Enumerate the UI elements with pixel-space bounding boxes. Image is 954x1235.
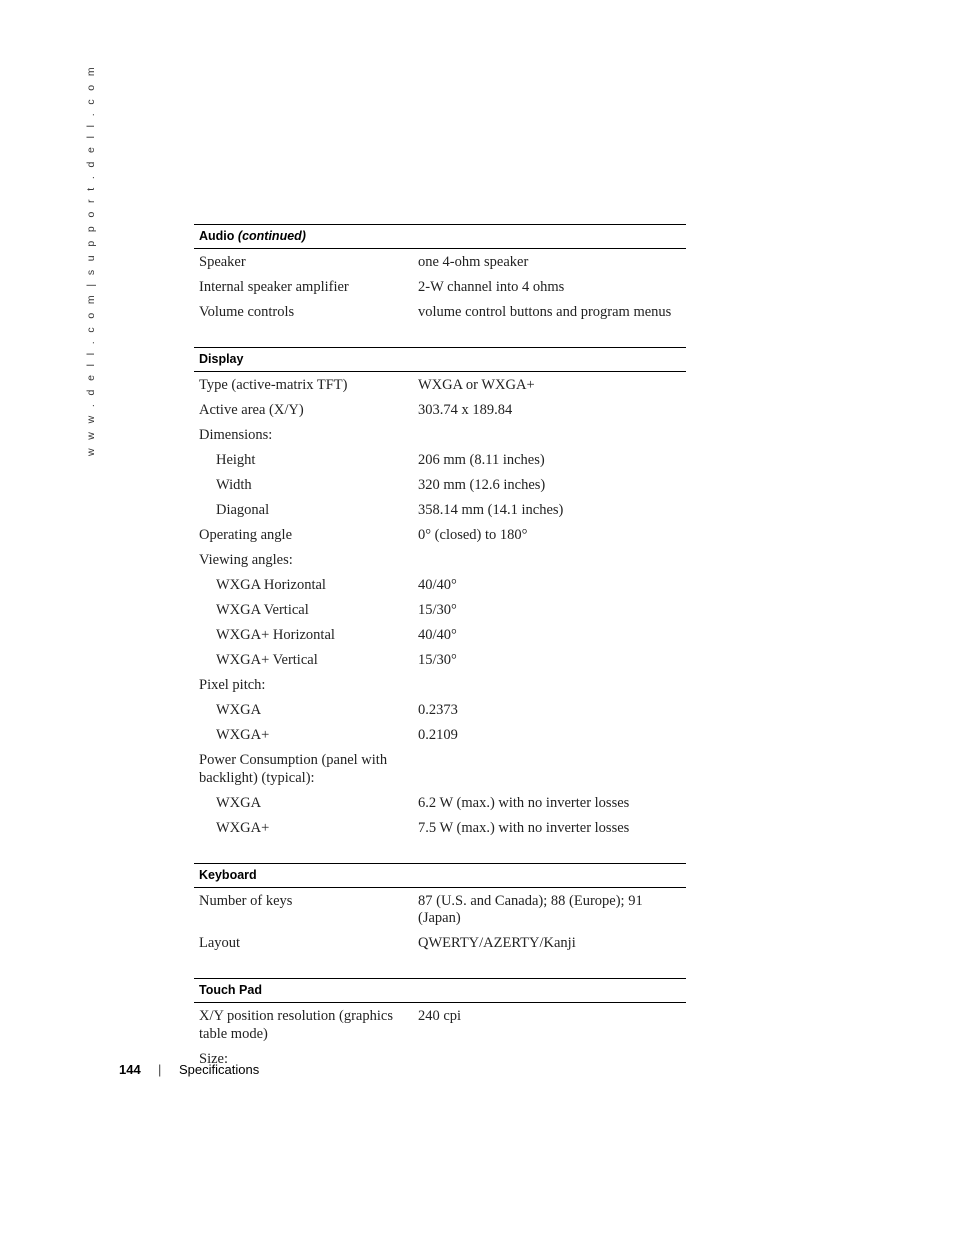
footer-section-title: Specifications bbox=[179, 1062, 260, 1077]
row-value: 87 (U.S. and Canada); 88 (Europe); 91 (Japan) bbox=[418, 892, 643, 926]
keyboard-section bbox=[194, 863, 686, 957]
page-number: 144 bbox=[119, 1062, 141, 1077]
row-value: 320 mm (12.6 inches) bbox=[418, 477, 546, 493]
row-label: Pixel pitch: bbox=[199, 677, 266, 693]
spec-row bbox=[194, 748, 686, 791]
spec-row bbox=[194, 723, 686, 748]
row-value: 0.2109 bbox=[418, 727, 458, 743]
row-value: 206 mm (8.11 inches) bbox=[418, 452, 545, 468]
spec-row bbox=[194, 373, 686, 398]
row-label: WXGA Horizontal bbox=[216, 577, 326, 593]
spec-table bbox=[194, 224, 686, 1094]
spec-row bbox=[194, 673, 686, 698]
row-value bbox=[418, 677, 686, 695]
side-website-text: w w w . d e l l . c o m | s u p p o r t . d e l l . c o m bbox=[85, 64, 97, 456]
page-footer bbox=[119, 1062, 260, 1077]
row-label: WXGA Vertical bbox=[216, 602, 309, 618]
spec-row bbox=[194, 889, 686, 932]
audio-section bbox=[194, 224, 686, 325]
row-value: 40/40° bbox=[418, 577, 457, 593]
spec-row bbox=[194, 1004, 686, 1047]
row-label: Type (active-matrix TFT) bbox=[199, 377, 348, 393]
row-value bbox=[418, 1051, 686, 1069]
row-value: 15/30° bbox=[418, 602, 457, 618]
row-label: X/Y position resolution (graphics table mode) bbox=[199, 1008, 393, 1042]
row-value: WXGA or WXGA+ bbox=[418, 377, 535, 393]
spec-row bbox=[194, 791, 686, 816]
row-label: Dimensions: bbox=[199, 427, 273, 443]
row-value: 40/40° bbox=[418, 627, 457, 643]
display-section bbox=[194, 347, 686, 841]
row-label: Volume controls bbox=[199, 304, 295, 320]
spec-row bbox=[194, 498, 686, 523]
spec-row bbox=[194, 423, 686, 448]
row-label: Active area (X/Y) bbox=[199, 402, 304, 418]
row-value: 2-W channel into 4 ohms bbox=[418, 279, 565, 295]
row-value: QWERTY/AZERTY/Kanji bbox=[418, 935, 576, 951]
footer-separator: | bbox=[158, 1062, 162, 1077]
row-label: WXGA bbox=[216, 702, 262, 718]
row-label: WXGA+ bbox=[216, 819, 270, 836]
spec-row bbox=[194, 448, 686, 473]
row-label: WXGA bbox=[216, 794, 262, 811]
row-label: Layout bbox=[199, 935, 241, 951]
audio-title: Audio bbox=[199, 229, 235, 243]
row-label: Size: bbox=[199, 1050, 228, 1067]
spec-row bbox=[194, 523, 686, 548]
row-value: volume control buttons and program menus bbox=[418, 304, 672, 320]
spec-row bbox=[194, 548, 686, 573]
row-label: WXGA+ bbox=[216, 727, 270, 743]
row-label: Viewing angles: bbox=[199, 552, 293, 568]
row-value: 7.5 W (max.) with no inverter losses bbox=[418, 819, 630, 836]
row-value: 0.2373 bbox=[418, 702, 458, 718]
keyboard-heading: Keyboard bbox=[194, 863, 686, 888]
row-value: 0° (closed) to 180° bbox=[418, 527, 528, 543]
spec-row bbox=[194, 398, 686, 423]
row-value bbox=[418, 427, 686, 445]
row-value bbox=[418, 552, 686, 570]
spec-row bbox=[194, 250, 686, 275]
row-value: 240 cpi bbox=[418, 1008, 462, 1024]
spec-row bbox=[194, 275, 686, 300]
row-label: Width bbox=[216, 477, 252, 493]
spec-row bbox=[194, 573, 686, 598]
touchpad-section bbox=[194, 978, 686, 1072]
row-label: WXGA+ Vertical bbox=[216, 652, 318, 668]
spec-row bbox=[194, 598, 686, 623]
row-value: one 4-ohm speaker bbox=[418, 254, 529, 270]
touchpad-heading: Touch Pad bbox=[194, 978, 686, 1003]
row-value: 358.14 mm (14.1 inches) bbox=[418, 502, 564, 518]
row-label: WXGA+ Horizontal bbox=[216, 627, 335, 643]
row-label: Speaker bbox=[199, 254, 246, 270]
row-value bbox=[418, 752, 686, 787]
spec-row bbox=[194, 931, 686, 956]
row-label: Diagonal bbox=[216, 502, 270, 518]
row-label: Number of keys bbox=[199, 892, 293, 909]
audio-heading bbox=[194, 224, 686, 249]
row-value: 303.74 x 189.84 bbox=[418, 402, 513, 418]
spec-row bbox=[194, 698, 686, 723]
row-value: 6.2 W (max.) with no inverter losses bbox=[418, 794, 630, 811]
spec-row bbox=[194, 1047, 686, 1072]
row-label: Operating angle bbox=[199, 527, 293, 543]
display-heading: Display bbox=[194, 347, 686, 372]
spec-row bbox=[194, 473, 686, 498]
row-value: 15/30° bbox=[418, 652, 457, 668]
spec-row bbox=[194, 300, 686, 325]
audio-title-suffix: (continued) bbox=[237, 229, 306, 243]
row-label: Height bbox=[216, 452, 256, 468]
spec-row bbox=[194, 623, 686, 648]
row-label: Internal speaker amplifier bbox=[199, 279, 349, 295]
spec-row bbox=[194, 648, 686, 673]
row-label: Power Consumption (panel with backlight) (typical): bbox=[199, 752, 388, 786]
spec-row bbox=[194, 816, 686, 841]
